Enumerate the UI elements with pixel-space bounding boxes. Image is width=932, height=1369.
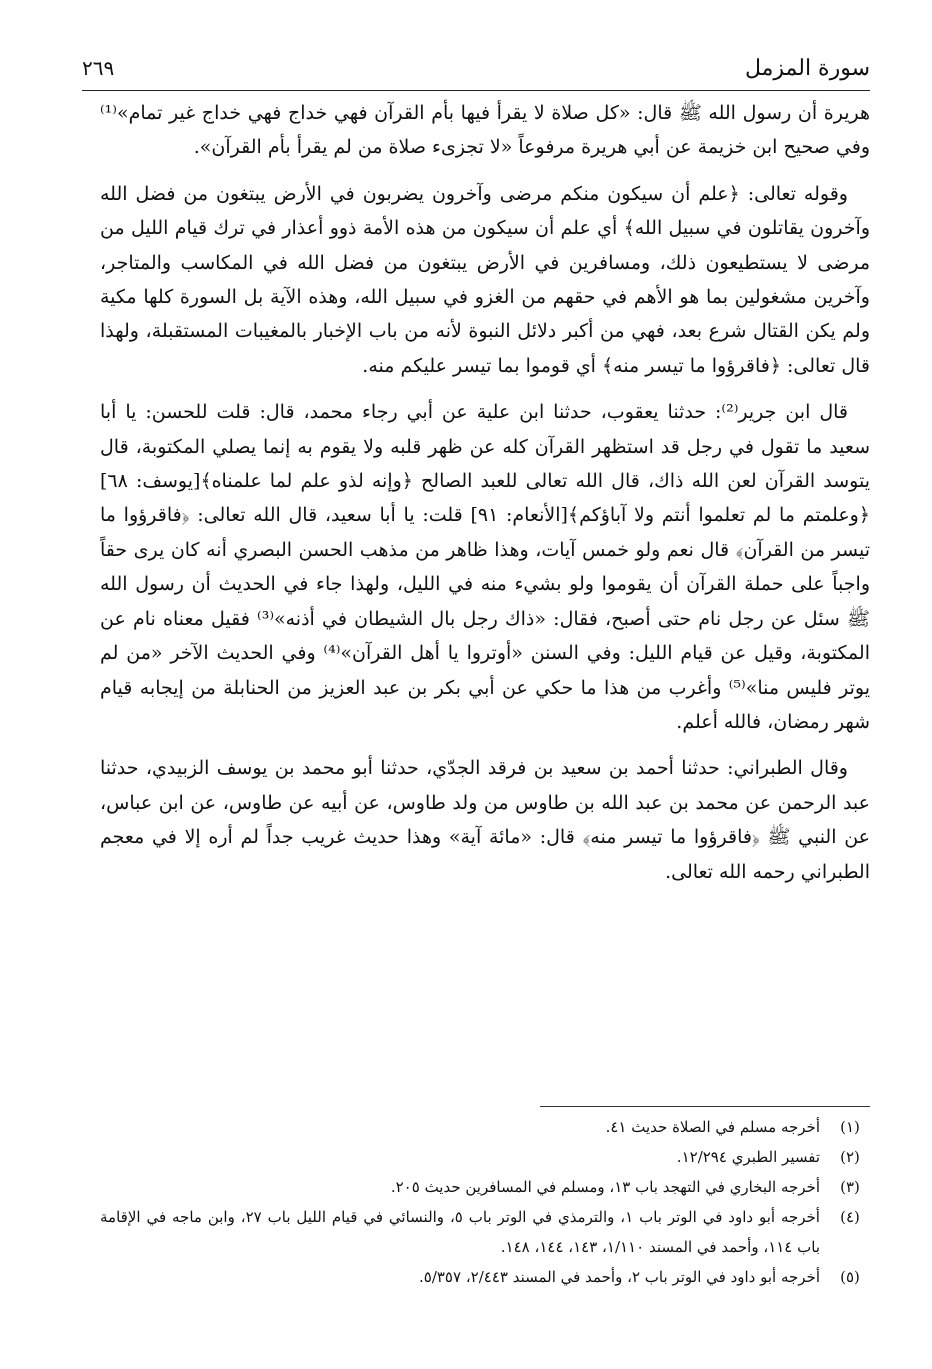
footnote-divider [540,1106,870,1107]
page-number: ٢٦٩ [82,56,115,80]
main-text [100,96,870,901]
footnotes [100,1112,880,1292]
paragraph: هريرة أن رسول الله ﷺ قال: «كل صلاة لا يقرأ فيها بأم القرآن فهي خداج فهي خداج غير تمام»⁽¹⁾ وفي صحيح ابن خزيمة عن أبي هريرة مرفوعاً «لا تجزىء صلاة من لم يقرأ بأم القرآن». [100,102,870,159]
footnote-text: أخرجه أبو داود في الوتر باب ٢، وأحمد في المسند ٢/٤٤٣، ٥/٣٥٧. [418,1268,820,1286]
paragraph: قال ابن جرير⁽²⁾: حدثنا يعقوب، حدثنا ابن علية عن أبي رجاء محمد، قال: قلت للحسن: يا أبا سعيد ما تقول في رجل قد استظهر القرآن كله عن ظهر قلبه ولا يقوم به إنما يصلي المكتوبة، قال يتوسد القرآن لعن الله ذاك، قال الله تعالى للعبد الصالح ﴿وإنه لذو علم لما علمناه﴾[يوسف: ٦٨] ﴿وعلمتم ما لم تعلموا أنتم ولا آباؤكم﴾[الأنعام: ٩١] قلت: يا أبا سعيد، قال الله تعالى: ﴿فاقرؤوا ما تيسر من القرآن﴾ قال نعم ولو خمس آيات، وهذا ظاهر من مذهب الحسن البصري أنه كان يرى حقاً واجباً على حملة القرآن أن يقوموا ولو بشيء منه في الليل، ولهذا جاء في الحديث أن رسول الله ﷺ سئل عن رجل نام حتى أصبح، فقال: «ذاك رجل بال الشيطان في أذنه»⁽³⁾ فقيل معناه نام عن المكتوبة، وقيل عن قيام الليل: وفي السنن «أوتروا يا أهل القرآن»⁽⁴⁾ وفي الحديث الآخر «من لم يوتر فليس منا»⁽⁵⁾ وأغرب من هذا ما حكي عن أبي بكر بن عبد العزيز من الحنابلة من إيجابه قيام شهر رمضان، فالله أعلم. [100,401,870,733]
paragraph: وقال الطبراني: حدثنا أحمد بن سعيد بن فرقد الجدّي، حدثنا أبو محمد بن يوسف الزبيدي، حدثنا عبد الرحمن عن محمد بن عبد الله بن طاوس من ولد طاوس، عن أبيه عن طاوس، عن ابن عباس، عن النبي ﷺ ﴿فاقرؤوا ما تيسر منه﴾ قال: «مائة آية» وهذا حديث غريب جداً لم أره إلا في معجم الطبراني رحمه الله تعالى. [100,757,870,883]
footnote-text: أخرجه البخاري في التهجد باب ١٣، ومسلم في المسافرين حديث ٢٠٥. [390,1178,820,1196]
footnote-number: (١) [840,1118,860,1136]
footnote-text: أخرجه مسلم في الصلاة حديث ٤١. [605,1118,820,1136]
paragraph: وقوله تعالى: ﴿علم أن سيكون منكم مرضى وآخرون يضربون في الأرض يبتغون من فضل الله وآخرون يقاتلون في سبيل الله﴾ أي علم أن سيكون من هذه الأمة ذوو أعذار في ترك قيام الليل من مرضى لا يستطيعون ذلك، ومسافرين في الأرض يبتغون من فضل الله في المكاسب والمتاجر، وآخرين مشغولين بما هو الأهم في حقهم من الغزو في سبيل الله، وهذه الآية بل السورة كلها مكية ولم يكن القتال شرع بعد، فهي من أكبر دلائل النبوة لأنه من باب الإخبار بالمغيبات المستقبلة، ولهذا قال تعالى: ﴿فاقرؤوا ما تيسر منه﴾ أي قوموا بما تيسر عليكم منه. [100,182,870,377]
footnote-number: (٢) [840,1148,860,1166]
footnote [100,1202,880,1262]
footnote-text: أخرجه أبو داود في الوتر باب ١، والترمذي في الوتر باب ٥، والنسائي في قيام الليل باب ٢٧، وابن ماجه في الإقامة باب ١١٤، وأحمد في المسند ١/١١٠، ١٤٣، ١٤٤، ١٤٨. [100,1208,820,1256]
footnote [100,1142,880,1172]
footnote-number: (٤) [840,1208,860,1226]
footnote-number: (٥) [840,1268,860,1286]
footnote [100,1172,880,1202]
footnote [100,1262,880,1292]
footnote [100,1112,880,1142]
page-header [82,50,870,91]
footnote-number: (٣) [840,1178,860,1196]
running-title: سورة المزمل [744,56,870,81]
footnote-text: تفسير الطبري ١٢/٢٩٤. [676,1148,820,1166]
